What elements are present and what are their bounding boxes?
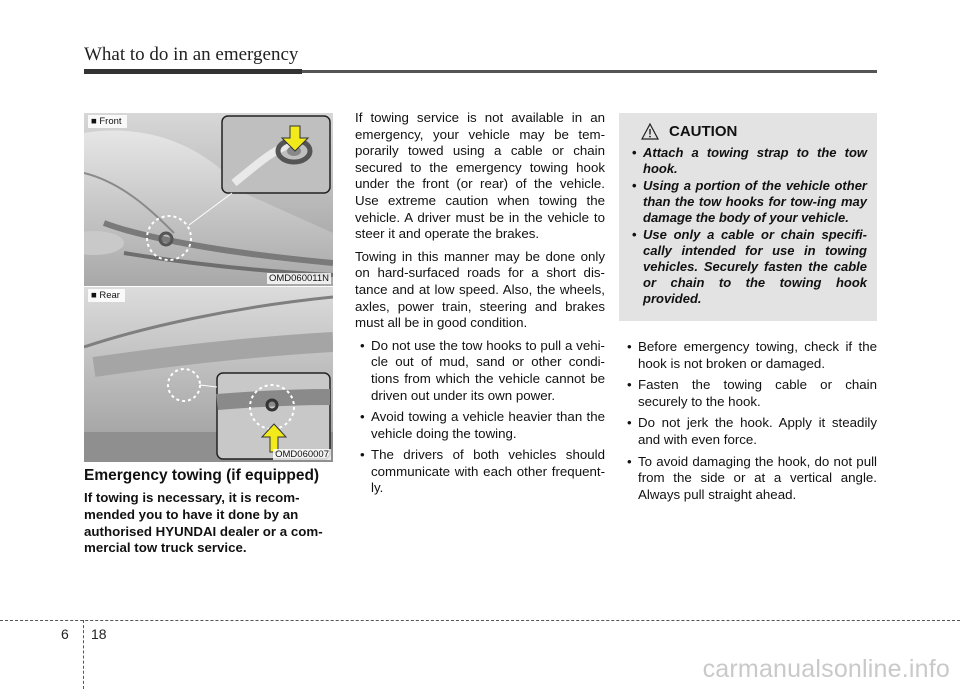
page-number: 18: [91, 626, 107, 642]
header-rule-accent: [84, 69, 302, 74]
section-intro: If towing is necessary, it is recom-mended you to have it done by an authorised HYUNDAI dealer or a com-mercial tow truck service.: [84, 490, 323, 556]
list-item: • Attach a towing strap to the tow hook.: [629, 145, 867, 177]
caution-box: [619, 113, 877, 321]
footer-rule: [0, 620, 960, 622]
front-figure-label: ■ Front: [88, 115, 127, 128]
list-item: • Do not jerk the hook. Apply it steadily and with even force.: [622, 415, 877, 448]
list-item: • Avoid towing a vehicle heavier than the vehicle doing the towing.: [355, 409, 605, 442]
caution-list: [629, 145, 867, 307]
towing-paragraph-2: Towing in this manner may be done only on hard-surfaced roads for a short dis-tance and at low speed. Also, the wheels, axles, power train, steering and brakes must all be in good condition.: [355, 248, 605, 331]
front-figure-code: OMD060011N: [268, 273, 329, 284]
watermark: carmanualsonline.info: [702, 655, 950, 683]
list-item: • The drivers of both vehicles should communicate with each other frequent-ly.: [355, 447, 605, 497]
rear-car-illustration: [84, 287, 333, 462]
caution-header: [641, 121, 867, 141]
front-tow-hook-figure: [84, 113, 333, 286]
list-item: • To avoid damaging the hook, do not pull from the side or at a vertical angle. Always pull straight ahead.: [622, 454, 877, 504]
list-item: • Do not use the tow hooks to pull a vehi-cle out of mud, sand or other condi-tions from which the vehicle cannot be driven out under its own power.: [355, 338, 605, 404]
towing-bullet-list: [355, 338, 605, 497]
list-item: • Before emergency towing, check if the hook is not broken or damaged.: [622, 339, 877, 372]
list-item: • Fasten the towing cable or chain securely to the hook.: [622, 377, 877, 410]
footer-divider: [83, 620, 85, 689]
section-heading: Emergency towing (if equipped): [84, 467, 320, 484]
page-title: What to do in an emergency: [84, 44, 299, 65]
rear-figure-label: ■ Rear: [88, 289, 125, 302]
right-column: [622, 339, 877, 508]
towing-paragraph-1: If towing service is not available in an emergency, your vehicle may be tem-porarily towed using a cable or chain secured to the emergency towing hook under the front (or rear) of the vehicle. Use extreme caution when towing the vehicle. A driver must be in the vehicle to steer it and operate the brakes.: [355, 110, 605, 242]
list-item: • Using a portion of the vehicle other than the tow hooks for tow-ing may damage the body of your vehicle.: [629, 178, 867, 226]
caution-title: CAUTION: [669, 122, 738, 140]
middle-column: [355, 110, 605, 502]
hook-bullet-list: [622, 339, 877, 503]
list-item: • Use only a cable or chain specifi-cally intended for use in towing vehicles. Securely fasten the cable or chain to the towing hook provided.: [629, 227, 867, 307]
front-car-illustration: [84, 113, 333, 286]
rear-figure-code: OMD060007: [275, 449, 329, 460]
chapter-number: 6: [61, 626, 69, 642]
rear-tow-hook-figure: [84, 286, 333, 462]
warning-triangle-icon: [641, 123, 659, 140]
